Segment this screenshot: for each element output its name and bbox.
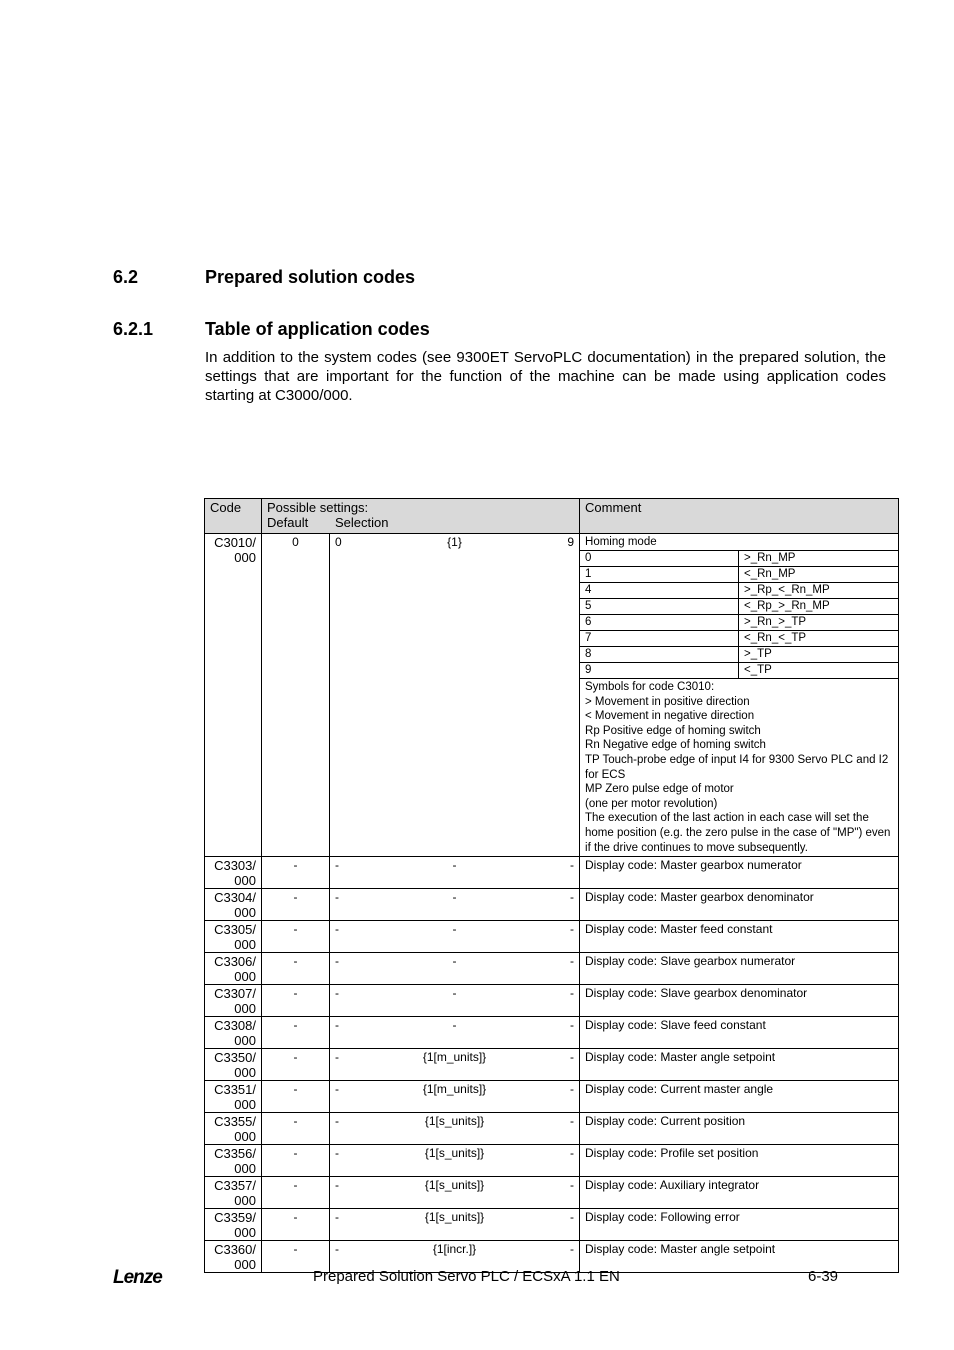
selection-cell xyxy=(330,1017,580,1049)
code-cell xyxy=(205,1081,262,1113)
header-possible: Possible settings: xyxy=(267,500,369,515)
sel-step: - xyxy=(452,1018,457,1033)
note-line: (one per motor revolution) xyxy=(585,797,718,810)
default-cell: 0 xyxy=(262,534,330,857)
sel-step: {1[m_units]} xyxy=(422,1082,487,1097)
option-value: >_TP xyxy=(739,647,899,663)
sel-max: - xyxy=(570,1018,574,1033)
table-row xyxy=(205,985,899,1017)
note-line: The execution of the last action in each case will set the home position (e.g. the zero pulse in the case of "MP") even if the drive continues to move subsequently. xyxy=(585,812,891,854)
code-subindex: 000 xyxy=(234,905,256,921)
code-subindex: 000 xyxy=(234,1225,256,1241)
table-row xyxy=(205,1209,899,1241)
comment-cell xyxy=(580,534,899,857)
comment-title: Homing mode xyxy=(580,534,898,551)
code-value: C3355/ xyxy=(214,1114,256,1130)
option-key: 1 xyxy=(580,567,739,583)
table-header-row xyxy=(205,499,899,534)
footer-page-number: 6-39 xyxy=(808,1268,839,1285)
table-row xyxy=(205,1081,899,1113)
comment-cell: Display code: Master angle setpoint xyxy=(580,1049,899,1081)
code-value: C3350/ xyxy=(214,1050,256,1066)
sel-min: - xyxy=(335,954,339,969)
default-cell: - xyxy=(262,921,330,953)
header-possible-settings xyxy=(262,499,580,534)
comment-cell: Display code: Profile set position xyxy=(580,1145,899,1177)
selection-cell xyxy=(330,1177,580,1209)
footer-document: Prepared Solution Servo PLC / ECSxA 1.1 EN xyxy=(313,1268,620,1285)
option-key: 6 xyxy=(580,615,739,631)
comment-cell: Display code: Auxiliary integrator xyxy=(580,1177,899,1209)
table-row xyxy=(205,889,899,921)
option-key: 7 xyxy=(580,631,739,647)
default-cell: - xyxy=(262,1017,330,1049)
sel-min: - xyxy=(335,986,339,1001)
default-cell: - xyxy=(262,985,330,1017)
code-cell xyxy=(205,921,262,953)
selection-cell xyxy=(330,1145,580,1177)
homing-option-row xyxy=(580,551,898,567)
comment-cell: Display code: Current master angle xyxy=(580,1081,899,1113)
selection-cell xyxy=(330,857,580,889)
homing-option-row xyxy=(580,615,898,631)
default-cell: - xyxy=(262,1241,330,1273)
table-row xyxy=(205,1145,899,1177)
code-subindex: 000 xyxy=(234,1097,256,1113)
table-row xyxy=(205,953,899,985)
default-cell: - xyxy=(262,1209,330,1241)
code-cell xyxy=(205,1049,262,1081)
code-value: C3356/ xyxy=(214,1146,256,1162)
default-cell: - xyxy=(262,1081,330,1113)
code-value: C3357/ xyxy=(214,1178,256,1194)
note-line: Rp Positive edge of homing switch xyxy=(585,724,761,737)
code-cell xyxy=(205,953,262,985)
sel-step: {1[s_units]} xyxy=(424,1178,485,1193)
sel-min: - xyxy=(335,858,339,873)
header-comment: Comment xyxy=(580,499,899,534)
selection-cell xyxy=(330,1081,580,1113)
sel-step: {1[s_units]} xyxy=(424,1146,485,1161)
code-cell xyxy=(205,985,262,1017)
comment-cell: Display code: Current position xyxy=(580,1113,899,1145)
code-subindex: 000 xyxy=(234,1001,256,1017)
table-row xyxy=(205,857,899,889)
sel-max: - xyxy=(570,1210,575,1225)
table-row xyxy=(205,1113,899,1145)
selection-cell xyxy=(330,953,580,985)
sel-max: 9 xyxy=(567,535,575,549)
note-line: Symbols for code C3010: xyxy=(585,681,715,693)
sel-min: - xyxy=(335,890,339,905)
sel-step: - xyxy=(452,986,457,1001)
option-key: 8 xyxy=(580,647,739,663)
code-cell xyxy=(205,1113,262,1145)
comment-cell: Display code: Slave gearbox denominator xyxy=(580,985,899,1017)
note-line: Rn Negative edge of homing switch xyxy=(585,739,766,752)
code-cell xyxy=(205,1145,262,1177)
table-row xyxy=(205,1177,899,1209)
code-cell xyxy=(205,889,262,921)
default-cell: - xyxy=(262,1113,330,1145)
selection-cell xyxy=(330,1049,580,1081)
code-value: C3306/ xyxy=(214,954,256,970)
option-key: 4 xyxy=(580,583,739,599)
code-value: C3359/ xyxy=(214,1210,256,1226)
code-subindex: 000 xyxy=(234,1161,256,1177)
comment-cell: Display code: Slave gearbox numerator xyxy=(580,953,899,985)
header-selection: Selection xyxy=(335,515,389,530)
table-row xyxy=(205,921,899,953)
homing-option-row xyxy=(580,631,898,647)
selection-cell xyxy=(330,1113,580,1145)
code-subindex: 000 xyxy=(234,1193,256,1209)
code-subindex: 000 xyxy=(234,1257,256,1273)
code-value: C3351/ xyxy=(214,1082,256,1098)
code-value: C3307/ xyxy=(214,986,256,1002)
homing-option-row xyxy=(580,599,898,615)
sel-min: - xyxy=(335,922,339,937)
sel-min: 0 xyxy=(335,535,342,549)
sel-max: - xyxy=(570,1178,575,1193)
sel-min: - xyxy=(335,1178,339,1193)
code-subindex: 000 xyxy=(234,1033,256,1049)
lenze-logo: Lenze xyxy=(113,1267,162,1288)
sel-step: {1[incr.]} xyxy=(432,1242,477,1257)
sel-max: - xyxy=(570,986,574,1001)
note-line: > Movement in positive direction xyxy=(585,695,750,708)
code-subindex: 000 xyxy=(234,550,256,565)
sel-step: - xyxy=(452,858,457,873)
sel-min: - xyxy=(335,1082,339,1097)
code-value: C3303/ xyxy=(214,858,256,874)
code-cell xyxy=(205,1241,262,1273)
option-key: 0 xyxy=(580,551,739,567)
note-line: TP Touch-probe edge of input I4 for 9300 Servo PLC and I2 for ECS xyxy=(585,753,889,781)
note-line: MP Zero pulse edge of motor xyxy=(585,783,734,796)
comment-cell: Display code: Master gearbox numerator xyxy=(580,857,899,889)
homing-option-row xyxy=(580,583,898,599)
subsection-title: Table of application codes xyxy=(205,319,430,339)
option-value: <_Rn_MP xyxy=(739,567,899,583)
sel-step: - xyxy=(452,922,457,937)
option-value: <_Rp_>_Rn_MP xyxy=(739,599,899,615)
default-cell: - xyxy=(262,857,330,889)
sel-step: {1[m_units]} xyxy=(422,1050,487,1065)
section-title: Prepared solution codes xyxy=(205,267,416,287)
selection-cell xyxy=(330,1209,580,1241)
code-value: C3308/ xyxy=(214,1018,256,1034)
homing-option-row xyxy=(580,647,898,663)
option-value: >_Rp_<_Rn_MP xyxy=(739,583,899,599)
sel-step: - xyxy=(452,954,457,969)
sel-min: - xyxy=(335,1146,339,1161)
code-value: C3010/ xyxy=(214,535,256,550)
sel-step: {1[s_units]} xyxy=(424,1210,485,1225)
code-subindex: 000 xyxy=(234,1065,256,1081)
comment-cell: Display code: Following error xyxy=(580,1209,899,1241)
homing-option-row xyxy=(580,663,898,679)
sel-min: - xyxy=(335,1242,339,1257)
code-subindex: 000 xyxy=(234,1129,256,1145)
comment-cell: Display code: Slave feed constant xyxy=(580,1017,899,1049)
sel-max: - xyxy=(570,858,574,873)
code-cell xyxy=(205,1177,262,1209)
code-cell xyxy=(205,1017,262,1049)
section-number: 6.2 xyxy=(113,267,139,287)
sel-step: {1} xyxy=(447,535,462,549)
sel-min: - xyxy=(335,1114,339,1129)
default-cell: - xyxy=(262,1049,330,1081)
sel-step: - xyxy=(452,890,457,905)
code-value: C3305/ xyxy=(214,922,256,938)
table-row xyxy=(205,534,899,857)
header-code: Code xyxy=(205,499,262,534)
default-cell: - xyxy=(262,889,330,921)
selection-cell xyxy=(330,921,580,953)
default-cell: - xyxy=(262,953,330,985)
homing-options-table xyxy=(580,551,898,679)
default-cell: - xyxy=(262,1145,330,1177)
code-cell xyxy=(205,1209,262,1241)
sel-max: - xyxy=(570,922,574,937)
selection-cell xyxy=(330,889,580,921)
selection-cell xyxy=(330,534,580,857)
default-cell: - xyxy=(262,1177,330,1209)
table-row xyxy=(205,1017,899,1049)
option-value: <_Rn_<_TP xyxy=(739,631,899,647)
option-key: 9 xyxy=(580,663,739,679)
option-key: 5 xyxy=(580,599,739,615)
code-value: C3304/ xyxy=(214,890,256,906)
homing-option-row xyxy=(580,567,898,583)
sel-max: - xyxy=(570,1082,574,1097)
comment-cell: Display code: Master feed constant xyxy=(580,921,899,953)
code-cell xyxy=(205,534,262,857)
sel-max: - xyxy=(570,1114,575,1129)
sel-max: - xyxy=(570,1242,574,1257)
subsection-number: 6.2.1 xyxy=(113,319,154,339)
sel-min: - xyxy=(335,1050,339,1065)
sel-min: - xyxy=(335,1018,339,1033)
sel-max: - xyxy=(570,1146,575,1161)
table-row xyxy=(205,1049,899,1081)
selection-cell xyxy=(330,985,580,1017)
application-codes-table xyxy=(204,498,899,1273)
intro-paragraph: In addition to the system codes (see 9300ET ServoPLC documentation) in the prepared solution, the settings that are important for the function of the machine can be made using application codes starting at C3000/000. xyxy=(205,349,886,404)
sel-min: - xyxy=(335,1210,339,1225)
sel-max: - xyxy=(570,954,574,969)
sel-step: {1[s_units]} xyxy=(424,1114,485,1129)
code-value: C3360/ xyxy=(214,1242,256,1258)
option-value: >_Rn_MP xyxy=(739,551,899,567)
sel-max: - xyxy=(570,890,574,905)
comment-cell: Display code: Master gearbox denominator xyxy=(580,889,899,921)
sel-max: - xyxy=(570,1050,574,1065)
option-value: <_TP xyxy=(739,663,899,679)
code-cell xyxy=(205,857,262,889)
comment-cell: Display code: Master angle setpoint xyxy=(580,1241,899,1273)
code-subindex: 000 xyxy=(234,937,256,953)
symbol-notes xyxy=(580,679,898,856)
code-subindex: 000 xyxy=(234,873,256,889)
note-line: < Movement in negative direction xyxy=(585,710,755,723)
header-default: Default xyxy=(267,515,309,530)
code-subindex: 000 xyxy=(234,969,256,985)
option-value: >_Rn_>_TP xyxy=(739,615,899,631)
